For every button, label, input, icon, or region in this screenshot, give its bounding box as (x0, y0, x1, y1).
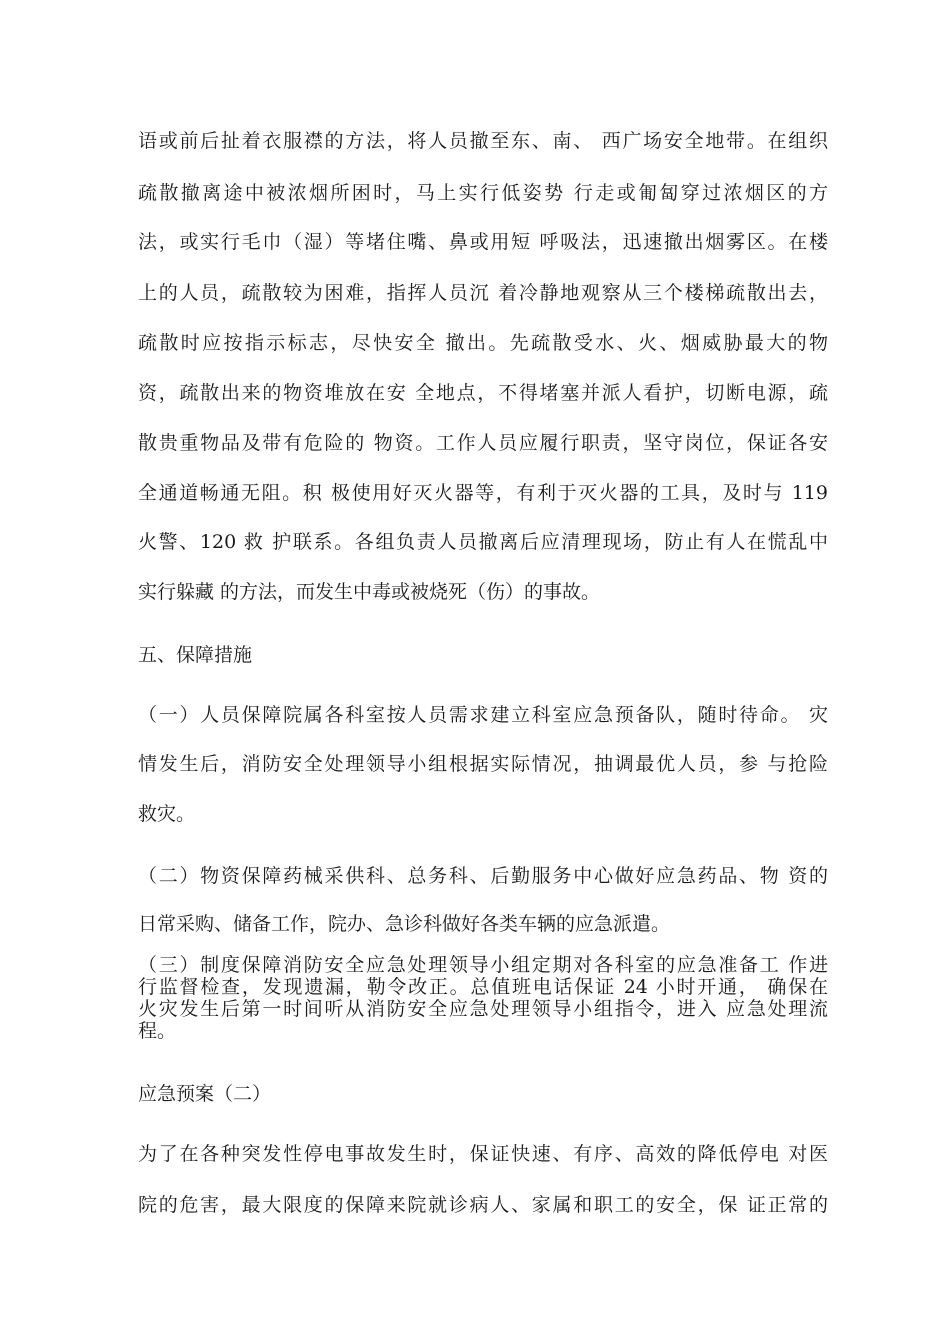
text-line: 法，或实行毛巾（湿）等堵住嘴、鼻或用短 呼吸法，迅速撤出烟雾区。在楼 (138, 231, 828, 253)
text-line: 日常采购、储备工作，院办、急诊科做好各类车辆的应急派遣。 (138, 913, 671, 935)
text-line: 行监督检查，发现遗漏，勒令改正。总值班电话保证 24 小时开通， 确保在 (138, 977, 828, 998)
text-line: 资，疏散出来的物资堆放在安 全地点，不得堵塞并派人看护，切断电源，疏 (138, 382, 828, 404)
text-line: 实行躲藏 的方法，而发生中毒或被烧死（伤）的事故。 (138, 581, 601, 603)
text-line: 程。 (138, 1021, 177, 1042)
text-line: 散贵重物品及带有危险的 物资。工作人员应履行职责，坚守岗位，保证各安 (138, 432, 828, 454)
text-line: 火警、120 救 护联系。各组负责人员撤离后应清理现场，防止有人在慌乱中 (138, 531, 828, 553)
text-line: 情发生后，消防安全处理领导小组根据实际情况，抽调最优人员，参 与抢险 (138, 753, 828, 775)
plan-heading: 应急预案（二） (138, 1083, 272, 1105)
text-line: （一）人员保障院属各科室按人员需求建立科室应急预备队，随时待命。 灾 (138, 704, 828, 726)
text-line: 疏散撤离途中被浓烟所困时，马上实行低姿势 行走或匍匐穿过浓烟区的方 (138, 182, 828, 204)
text-line: 院的危害，最大限度的保障来院就诊病人、家属和职工的安全，保 证正常的 (138, 1194, 828, 1216)
text-line: 全通道畅通无阻。积 极使用好灭火器等，有利于灭火器的工具，及时与 119 (138, 482, 828, 504)
section-heading: 五、保障措施 (138, 644, 253, 666)
text-line: 火灾发生后第一时间听从消防安全应急处理领导小组指令，进入 应急处理流 (138, 999, 828, 1020)
text-line: 为了在各种突发性停电事故发生时，保证快速、有序、高效的降低停电 对医 (138, 1143, 828, 1165)
text-line: 疏散时应按指示标志，尽快安全 撤出。先疏散受水、火、烟威胁最大的物 (138, 332, 828, 354)
text-line: （二）物资保障药械采供科、总务科、后勤服务中心做好应急药品、物 资的 (138, 865, 828, 887)
text-line: （三）制度保障消防安全应急处理领导小组定期对各科室的应急准备工 作进 (138, 955, 828, 976)
text-line: 救灾。 (138, 803, 196, 825)
text-line: 语或前后扯着衣服襟的方法，将人员撤至东、南、 西广场安全地带。在组织 (138, 130, 828, 152)
text-line: 上的人员，疏散较为困难，指挥人员沉 着冷静地观察从三个楼梯疏散出去， (138, 282, 828, 304)
